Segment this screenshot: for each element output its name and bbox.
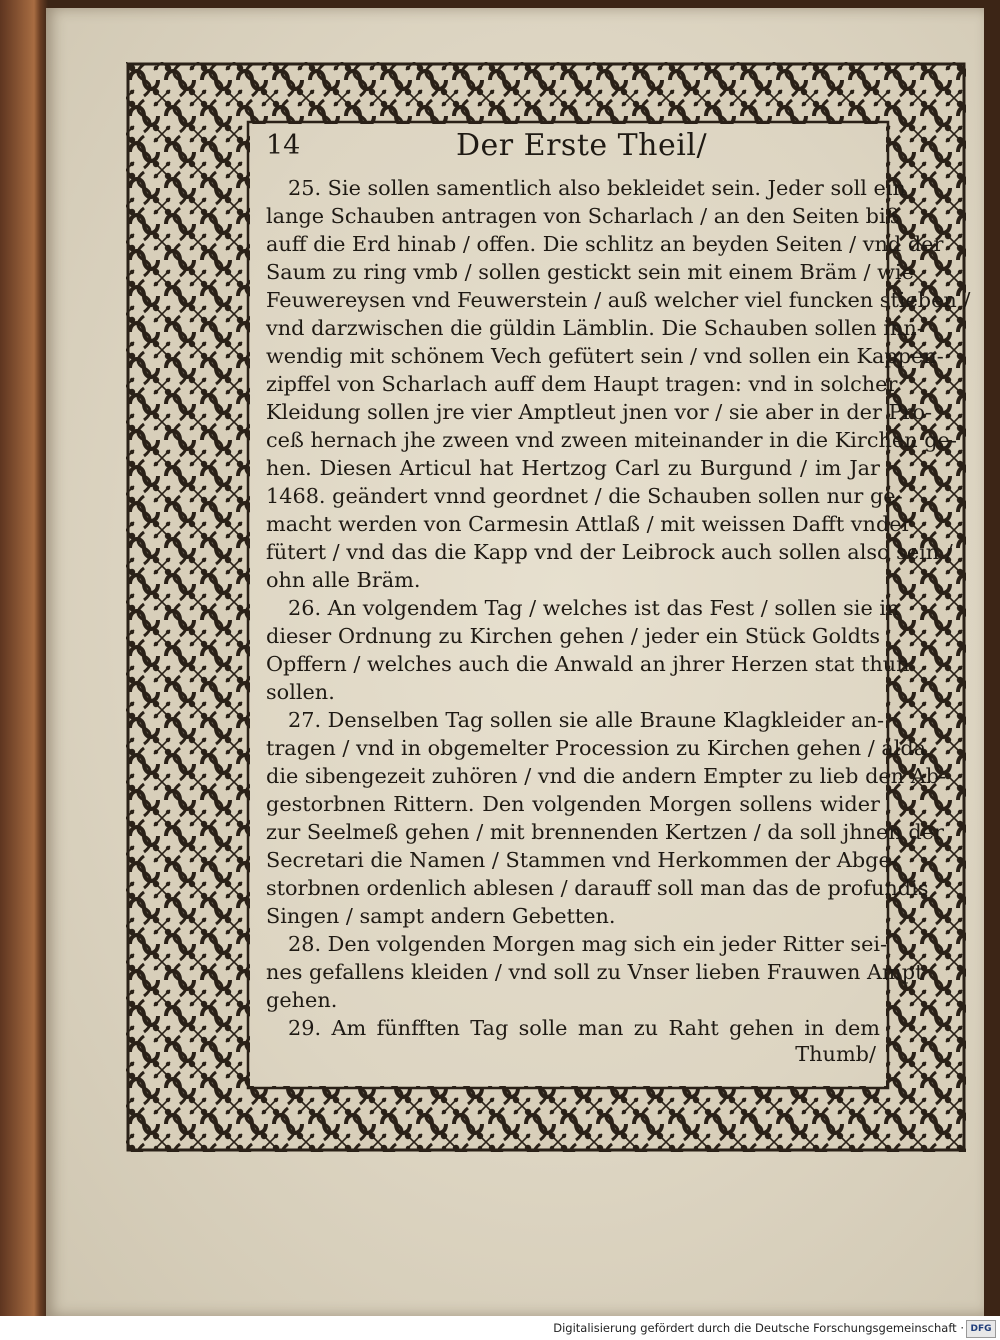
- paragraph-25: [266, 174, 971, 594]
- text-line: Kleidung sollen jre vier Amptleut jnen vor / sie aber in der Pro-: [266, 400, 932, 424]
- page-header: [266, 128, 880, 174]
- text-line: macht werden von Carmesin Attlaß / mit weissen Dafft vnder: [266, 512, 912, 536]
- text-line: die sibengezeit zuhören / vnd die andern Empter zu lieb den Ab-: [266, 764, 947, 788]
- text-line: Opffern / welches auch die Anwald an jhrer Herzen stat thun: [266, 652, 910, 676]
- page-number: 14: [266, 130, 301, 161]
- paragraph-29: [266, 1014, 880, 1042]
- text-line: Singen / sampt andern Gebetten.: [266, 904, 616, 928]
- text-line: gestorbnen Rittern. Den volgenden Morgen sollens wider: [266, 792, 880, 816]
- text-line: Secretari die Namen / Stammen vnd Herkommen der Abge-: [266, 848, 898, 872]
- text-line: lange Schauben antragen von Scharlach / an den Seiten biß: [266, 204, 900, 228]
- text-line: zur Seelmeß gehen / mit brennenden Kertzen / da soll jhnen der: [266, 820, 944, 844]
- running-head: Der Erste Theil/: [456, 128, 708, 163]
- text-line: auff die Erd hinab / offen. Die schlitz an beyden Seiten / vnd der: [266, 232, 944, 256]
- paragraph-27: [266, 706, 947, 930]
- text-line: tragen / vnd in obgemelter Procession zu Kirchen gehen / alda: [266, 736, 927, 760]
- paragraph-28: [266, 930, 924, 1014]
- text-line: Saum zu ring vmb / sollen gestickt sein mit einem Bräm / wie: [266, 260, 914, 284]
- text-line: dieser Ordnung zu Kirchen gehen / jeder ein Stück Goldts: [266, 624, 880, 648]
- text-line: storbnen ordenlich ablesen / darauff soll man das de profundis: [266, 876, 929, 900]
- dfg-logo: DFG: [966, 1320, 996, 1338]
- text-line: ohn alle Bräm.: [266, 568, 421, 592]
- text-line: 28. Den volgenden Morgen mag sich ein jeder Ritter sei-: [288, 932, 888, 956]
- text-line: ceß hernach jhe zween vnd zween miteinander in die Kirchen ge-: [266, 428, 957, 452]
- footer-bar: [0, 1316, 1000, 1340]
- text-line: wendig mit schönem Vech gefütert sein / vnd sollen ein Kappen-: [266, 344, 944, 368]
- text-line: nes gefallens kleiden / vnd soll zu Vnser lieben Frauwen Ampt: [266, 960, 924, 984]
- text-line: fütert / vnd das die Kapp vnd der Leibrock auch sollen also sein /: [266, 540, 953, 564]
- text-line: zipffel von Scharlach auff dem Haupt tragen: vnd in solcher: [266, 372, 898, 396]
- catchword: Thumb/: [795, 1042, 876, 1066]
- text-line: 29. Am fünfften Tag solle man zu Raht gehen in dem: [288, 1016, 880, 1040]
- text-line: vnd darzwischen die güldin Lämblin. Die Schauben sollen inn-: [266, 316, 924, 340]
- text-line: 26. An volgendem Tag / welches ist das Fest / sollen sie in: [288, 596, 900, 620]
- funding-credit: Digitalisierung gefördert durch die Deutsche Forschungsgemeinschaft ·: [553, 1321, 964, 1335]
- text-line: hen. Diesen Articul hat Hertzog Carl zu Burgund / im Jar: [266, 456, 880, 480]
- text-line: 1468. geändert vnnd geordnet / die Schauben sollen nur ge-: [266, 484, 903, 508]
- text-line: sollen.: [266, 680, 335, 704]
- text-line: gehen.: [266, 988, 338, 1012]
- text-line: 27. Denselben Tag sollen sie alle Braune Klagkleider an-: [288, 708, 885, 732]
- text-block: [266, 128, 971, 1086]
- text-line: Feuwereysen vnd Feuwerstein / auß welcher viel funcken stieben /: [266, 288, 971, 312]
- text-line: 25. Sie sollen samentlich also bekleidet sein. Jeder soll ein: [288, 176, 906, 200]
- paragraph-26: [266, 594, 910, 706]
